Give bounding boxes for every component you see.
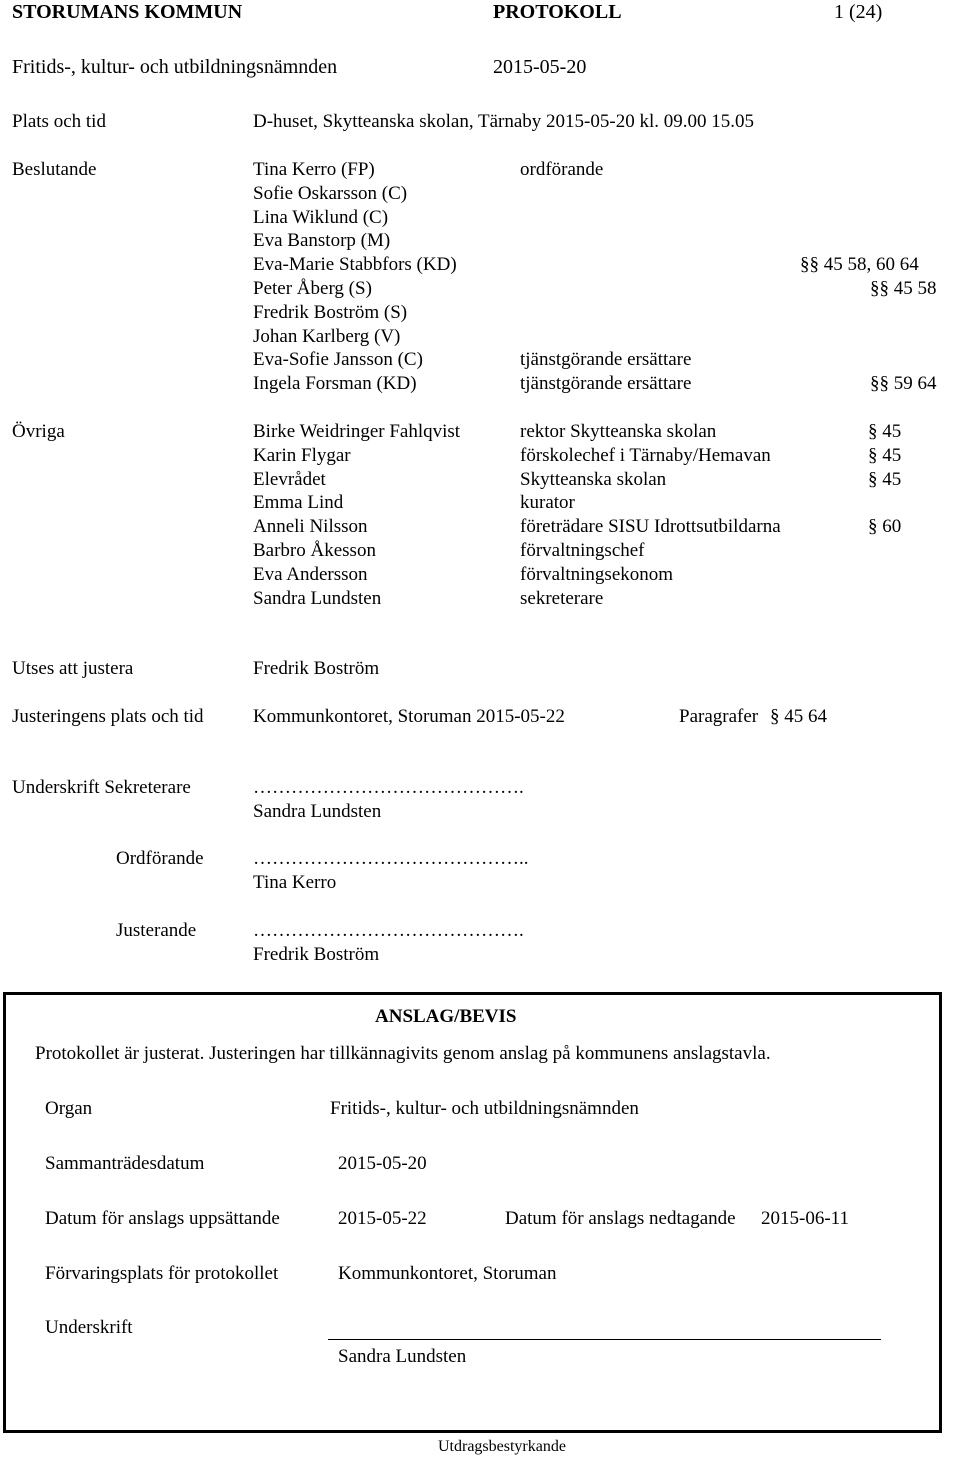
ovriga-member-sections: § 45 <box>868 444 902 466</box>
ovriga-member-name: Emma Lind <box>253 492 344 514</box>
organ-value: Fritids-, kultur- och utbildningsnämnden <box>330 1098 639 1119</box>
beslutande-member-sections: §§ 45 58 <box>870 278 937 299</box>
signature-line <box>328 1339 881 1340</box>
justering-place-label: Justeringens plats och tid <box>12 706 204 727</box>
ovriga-member-name: Birke Weidringer Fahlqvist <box>253 421 461 442</box>
ovriga-member-role: Skytteanska skolan <box>520 468 667 490</box>
meeting-date: 2015-05-20 <box>493 56 587 78</box>
signature-dots-secretary: ……………………………………. <box>253 777 524 798</box>
underskrift-label: Underskrift <box>45 1317 133 1338</box>
signature-dots-adjuster: ……………………………………. <box>253 920 524 941</box>
ovriga-member-name: Elevrådet <box>253 468 326 490</box>
section-sign-icon: § <box>868 421 878 442</box>
forvaringsplats-label: Förvaringsplats för protokollet <box>45 1263 279 1284</box>
ovriga-member-role: kurator <box>520 492 575 514</box>
beslutande-member-name: Lina Wiklund (C) <box>253 206 389 228</box>
justera-value: Fredrik Boström <box>253 658 380 679</box>
beslutande-member-role: ordförande <box>520 159 604 180</box>
nedtagande-label: Datum för anslags nedtagande <box>505 1208 736 1229</box>
beslutande-member-sections: §§ 59 64 <box>870 373 937 395</box>
beslutande-member-name: Johan Karlberg (V) <box>253 325 401 347</box>
beslutande-member-role: tjänstgörande ersättare <box>520 373 692 395</box>
ovriga-member-name: Karin Flygar <box>253 444 351 466</box>
ovriga-member-sections: § 45 <box>868 421 902 442</box>
beslutande-member-name: Tina Kerro (FP) <box>253 159 375 180</box>
section-sign-icon: § <box>868 516 878 538</box>
organ-label: Organ <box>45 1098 93 1119</box>
uppsattande-label: Datum för anslags uppsättande <box>45 1208 280 1229</box>
footer-utdragsbestyrkande: Utdragsbestyrkande <box>438 1438 566 1455</box>
ovriga-member-role: rektor Skytteanska skolan <box>520 421 717 442</box>
ovriga-label: Övriga <box>12 421 65 442</box>
committee-name: Fritids-, kultur- och utbildningsnämnden <box>12 56 338 78</box>
ovriga-member-role: förvaltningschef <box>520 540 645 561</box>
ovriga-member-role: företrädare SISU Idrottsutbildarna <box>520 516 781 538</box>
ovriga-member-role: förskolechef i Tärnaby/Hemavan <box>520 444 771 466</box>
ovriga-member-sections: § 60 <box>868 516 902 538</box>
ovriga-member-role: sekreterare <box>520 587 604 609</box>
beslutande-label: Beslutande <box>12 159 97 180</box>
ovriga-member-name: Sandra Lundsten <box>253 587 382 609</box>
paragraf-label: Paragrafer <box>679 706 759 727</box>
signature-name-secretary: Sandra Lundsten <box>253 801 382 822</box>
ovriga-member-name: Barbro Åkesson <box>253 540 376 561</box>
place-time-label: Plats och tid <box>12 111 106 132</box>
justera-label: Utses att justera <box>12 658 134 679</box>
section-sign-icon: § <box>868 444 878 466</box>
beslutande-member-name: Eva-Sofie Jansson (C) <box>253 349 423 371</box>
page-number: 1 (24) <box>834 1 883 23</box>
beslutande-member-name: Eva-Marie Stabbfors (KD) <box>253 254 457 276</box>
beslutande-member-name: Fredrik Boström (S) <box>253 301 408 323</box>
ovriga-member-name: Anneli Nilsson <box>253 516 368 538</box>
signature-label-secretary: Underskrift Sekreterare <box>12 777 191 798</box>
paragraf-value: § 45 64 <box>770 706 827 727</box>
beslutande-member-name: Peter Åberg (S) <box>253 278 372 299</box>
beslutande-member-role: tjänstgörande ersättare <box>520 349 692 371</box>
nedtagande-value: 2015-06-11 <box>761 1208 849 1229</box>
forvaringsplats-value: Kommunkontoret, Storuman <box>338 1263 557 1284</box>
signature-name-chair: Tina Kerro <box>253 872 337 893</box>
section-sign-icon: §§ <box>800 254 819 276</box>
sammantradesdatum-value: 2015-05-20 <box>338 1153 427 1174</box>
place-time-value: D-huset, Skytteanska skolan, Tärnaby 2015-05-20 kl. 09.00 15.05 <box>253 111 754 132</box>
signature-label-chair: Ordförande <box>116 848 204 869</box>
anslag-intro: Protokollet är justerat. Justeringen har tillkännagivits genom anslag på kommunens anslagstavla. <box>35 1043 771 1064</box>
section-sign-icon: §§ <box>870 278 889 299</box>
sammantradesdatum-label: Sammanträdesdatum <box>45 1153 205 1174</box>
anslag-title: ANSLAG/BEVIS <box>375 1006 517 1027</box>
uppsattande-value: 2015-05-22 <box>338 1208 427 1229</box>
beslutande-member-name: Sofie Oskarsson (C) <box>253 182 408 204</box>
beslutande-member-sections: §§ 45 58, 60 64 <box>800 254 919 276</box>
municipality-name: STORUMANS KOMMUN <box>12 1 243 23</box>
beslutande-member-name: Eva Banstorp (M) <box>253 230 391 252</box>
document-type: PROTOKOLL <box>493 1 622 23</box>
underskrift-name: Sandra Lundsten <box>338 1346 467 1367</box>
section-sign-icon: § <box>770 706 780 727</box>
beslutande-member-name: Ingela Forsman (KD) <box>253 373 417 395</box>
section-sign-icon: §§ <box>870 373 889 395</box>
signature-name-adjuster: Fredrik Boström <box>253 944 380 965</box>
justering-place-value: Kommunkontoret, Storuman 2015-05-22 <box>253 706 565 727</box>
ovriga-member-sections: § 45 <box>868 468 902 490</box>
ovriga-member-role: förvaltningsekonom <box>520 563 674 585</box>
section-sign-icon: § <box>868 468 878 490</box>
signature-dots-chair: …………………………………….. <box>253 848 529 869</box>
ovriga-member-name: Eva Andersson <box>253 563 368 585</box>
signature-label-adjuster: Justerande <box>116 920 197 941</box>
